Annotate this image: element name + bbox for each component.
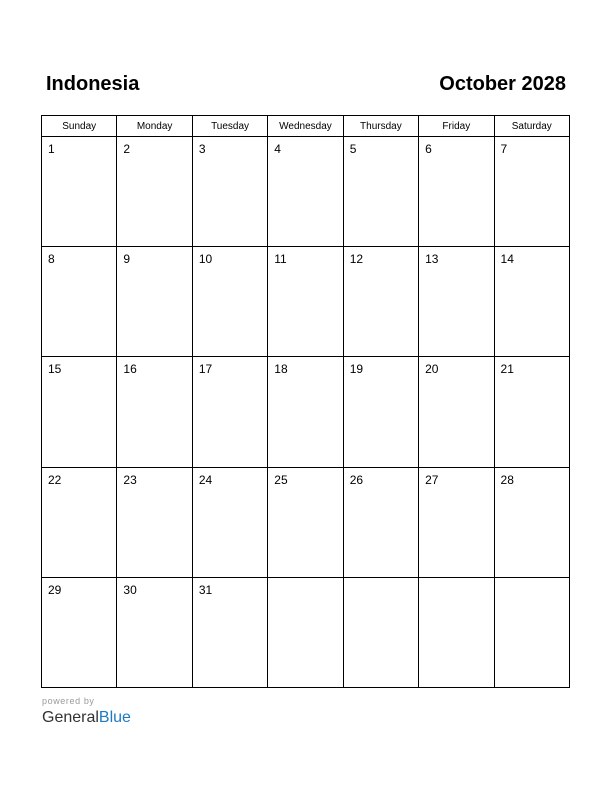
day-number: 13 xyxy=(425,252,439,267)
day-cell xyxy=(42,467,117,577)
day-cell xyxy=(419,467,494,577)
week-row xyxy=(42,137,570,247)
day-cell xyxy=(117,357,192,467)
day-cell xyxy=(343,577,418,687)
country-title: Indonesia xyxy=(46,73,140,95)
day-number: 25 xyxy=(274,472,288,487)
day-cell xyxy=(343,467,418,577)
day-cell xyxy=(268,247,343,357)
day-cell xyxy=(494,357,569,467)
day-cell xyxy=(42,247,117,357)
day-number: 15 xyxy=(48,362,62,377)
day-cell xyxy=(117,137,192,247)
brand-logo[interactable] xyxy=(42,708,131,728)
day-number: 3 xyxy=(198,142,206,156)
day-number: 22 xyxy=(48,472,62,487)
day-number: 17 xyxy=(198,362,213,377)
weekday-friday: Friday xyxy=(419,116,494,137)
day-cell xyxy=(419,247,494,357)
day-number: 8 xyxy=(48,252,55,267)
day-number: 29 xyxy=(48,582,62,597)
day-number xyxy=(268,578,342,583)
day-cell xyxy=(343,137,418,247)
week-row xyxy=(42,247,570,357)
day-number: 26 xyxy=(349,472,364,487)
day-number: 31 xyxy=(198,582,213,597)
weekday-monday: Monday xyxy=(117,116,192,137)
month-title: October 2028 xyxy=(439,73,566,95)
day-cell xyxy=(494,467,569,577)
day-cell xyxy=(42,357,117,467)
day-cell xyxy=(192,137,267,247)
day-number: 28 xyxy=(500,472,514,487)
day-cell xyxy=(268,137,343,247)
day-cell xyxy=(117,467,192,577)
day-number: 12 xyxy=(349,252,364,267)
day-cell xyxy=(192,247,267,357)
day-number: 9 xyxy=(123,252,131,267)
day-cell xyxy=(419,577,494,687)
weekday-wednesday: Wednesday xyxy=(268,116,343,137)
day-cell xyxy=(494,137,569,247)
day-number: 21 xyxy=(500,362,514,377)
day-number: 20 xyxy=(425,362,439,377)
calendar-grid xyxy=(41,115,570,688)
day-cell xyxy=(343,357,418,467)
day-cell xyxy=(192,577,267,687)
brand-name-blue: Blue xyxy=(98,709,131,726)
day-cell xyxy=(419,357,494,467)
day-number: 27 xyxy=(425,472,439,487)
day-number: 19 xyxy=(349,362,364,377)
day-number xyxy=(495,578,569,583)
day-number: 24 xyxy=(198,472,213,487)
day-number: 6 xyxy=(425,142,432,156)
day-cell xyxy=(192,357,267,467)
day-number: 11 xyxy=(274,252,287,267)
day-number: 1 xyxy=(48,142,55,156)
week-row xyxy=(42,577,570,687)
day-number: 7 xyxy=(500,142,508,156)
day-number: 2 xyxy=(123,142,131,156)
week-row xyxy=(42,467,570,577)
day-number: 23 xyxy=(123,472,137,487)
day-cell xyxy=(494,247,569,357)
day-number xyxy=(419,578,493,583)
brand-name-general: General xyxy=(42,709,99,726)
weekday-thursday: Thursday xyxy=(343,116,418,137)
powered-by-text: powered by xyxy=(42,696,95,706)
day-number: 16 xyxy=(123,362,137,377)
week-row xyxy=(42,357,570,467)
day-number: 5 xyxy=(349,142,357,156)
weekday-header-row xyxy=(42,116,570,137)
day-number: 10 xyxy=(198,252,213,267)
day-cell xyxy=(192,467,267,577)
day-cell xyxy=(117,247,192,357)
day-cell xyxy=(268,357,343,467)
footer-branding xyxy=(42,696,131,728)
day-cell xyxy=(42,137,117,247)
day-cell xyxy=(343,247,418,357)
weekday-saturday: Saturday xyxy=(494,116,569,137)
weekday-sunday: Sunday xyxy=(42,116,117,137)
day-cell xyxy=(117,577,192,687)
day-number: 4 xyxy=(274,142,281,156)
day-number xyxy=(344,578,418,583)
day-number: 18 xyxy=(274,362,288,377)
weekday-tuesday: Tuesday xyxy=(192,116,267,137)
day-number: 14 xyxy=(500,252,514,267)
day-number: 30 xyxy=(123,582,137,597)
day-cell xyxy=(42,577,117,687)
day-cell xyxy=(268,577,343,687)
day-cell xyxy=(419,137,494,247)
day-cell xyxy=(268,467,343,577)
day-cell xyxy=(494,577,569,687)
